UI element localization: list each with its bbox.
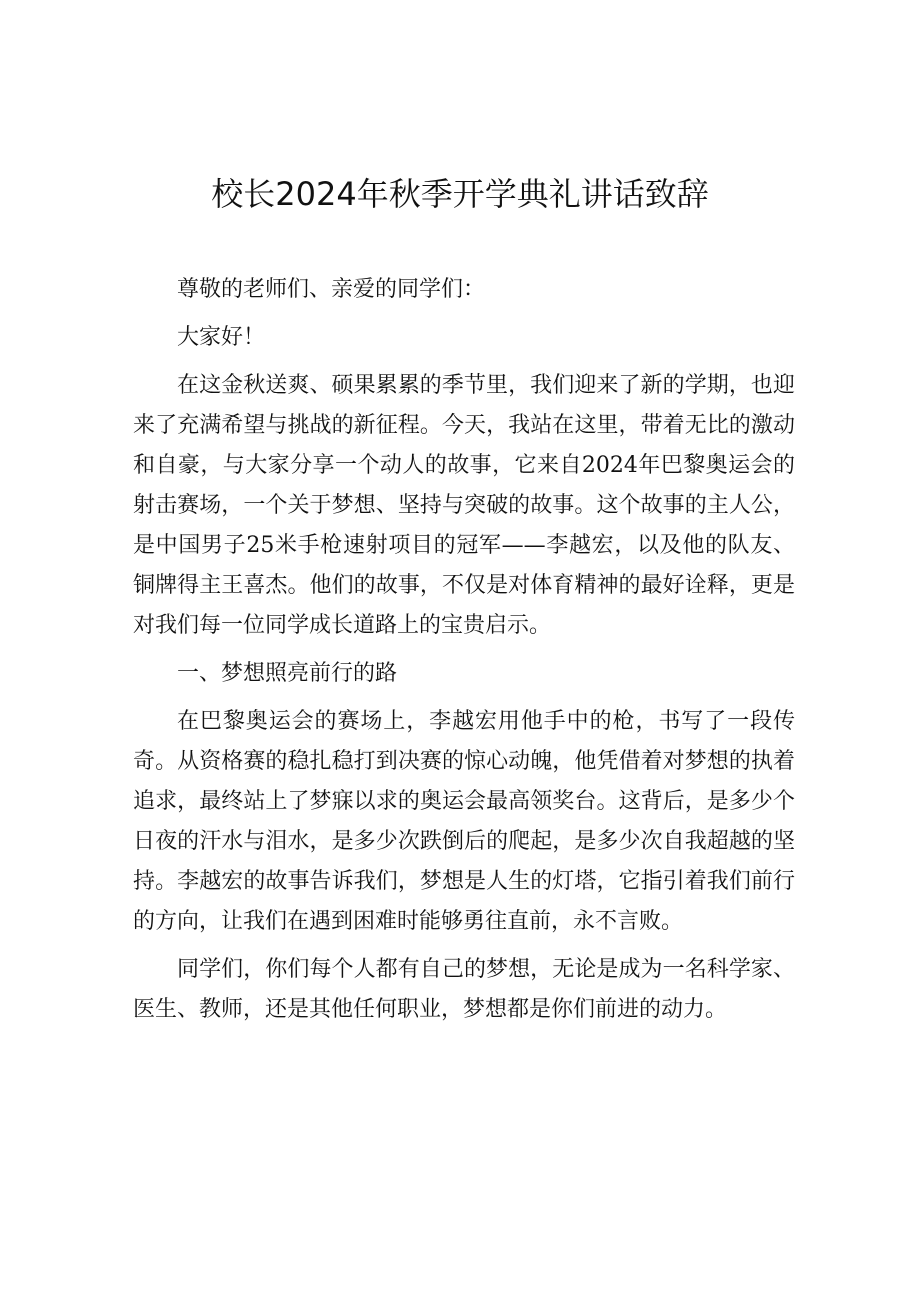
document-body — [133, 270, 795, 1030]
salutation: 尊敬的老师们、亲爱的同学们： — [177, 277, 486, 302]
section-heading: 一、梦想照亮前行的路 — [177, 661, 398, 686]
dream-paragraph: 在巴黎奥运会的赛场上，李越宏用他手中的枪，书写了一段传奇。从资格赛的稳扎稳打到决赛的惊心动魄，他凭借着对梦想的执着追求，最终站上了梦寐以求的奥运会最高领奖台。这背后，是多少个日夜的汗水与泪水，是多少次跌倒后的爬起，是多少次自我超越的坚持。李越宏的故事告诉我们，梦想是人生的灯塔，它指引着我们前行的方向，让我们在遇到困难时能够勇往直前，永不言败。 — [133, 709, 795, 934]
paragraph-gap — [133, 646, 795, 654]
paragraph-gap — [133, 310, 795, 318]
paragraph-gap — [133, 358, 795, 366]
paragraph-gap — [133, 942, 795, 950]
intro-paragraph: 在这金秋送爽、硕果累累的季节里，我们迎来了新的学期，也迎来了充满希望与挑战的新征程。今天，我站在这里，带着无比的激动和自豪，与大家分享一个动人的故事，它来自2024年巴黎奥运会的射击赛场，一个关于梦想、坚持与突破的故事。这个故事的主人公，是中国男子25米手枪速射项目的冠军——李越宏，以及他的队友、铜牌得主王喜杰。他们的故事，不仅是对体育精神的最好诠释，更是对我们每一位同学成长道路上的宝贵启示。 — [133, 373, 795, 638]
page-title: 校长2024年秋季开学典礼讲话致辞 — [211, 175, 709, 213]
students-paragraph: 同学们，你们每个人都有自己的梦想，无论是成为一名科学家、医生、教师，还是其他任何职业，梦想都是你们前进的动力。 — [133, 957, 795, 1022]
greeting: 大家好！ — [177, 325, 266, 350]
paragraph-gap — [133, 694, 795, 702]
